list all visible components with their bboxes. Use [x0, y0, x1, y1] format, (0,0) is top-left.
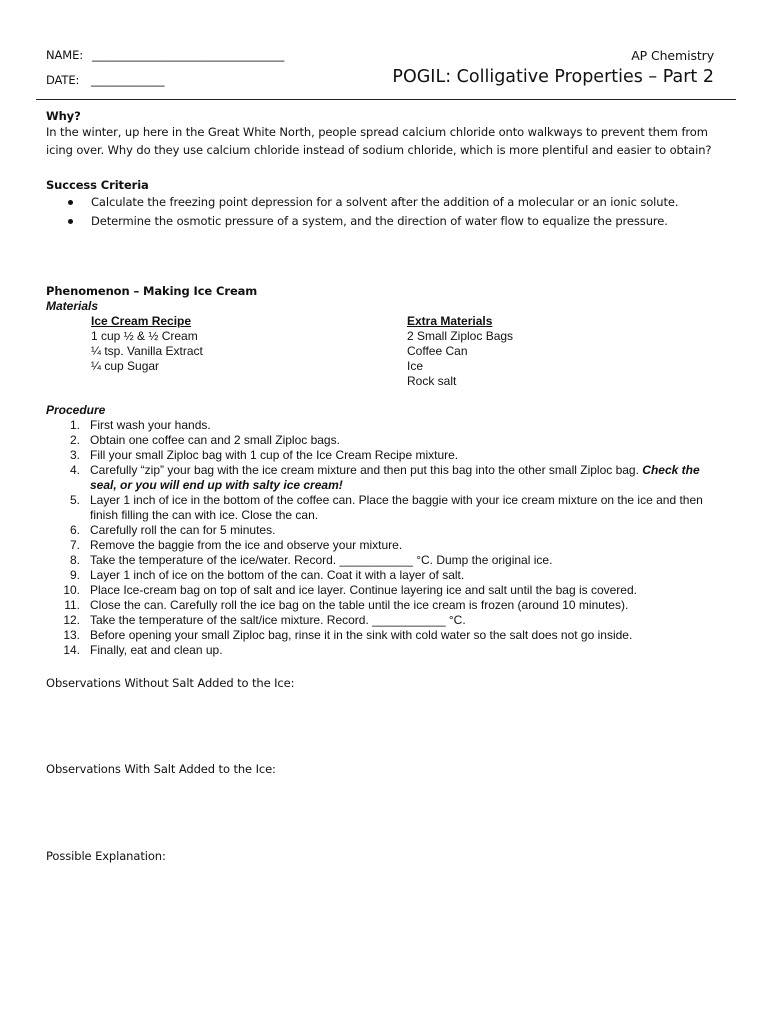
- procedure-step: 10. Place Ice-cream bag on top of salt and ice layer. Continue layering ice and salt until the bag is covered.: [63, 583, 637, 597]
- course-label: AP Chemistry: [631, 48, 714, 63]
- success-criterion: Determine the osmotic pressure of a system, and the direction of water flow to equalize the pressure.: [91, 214, 668, 228]
- phenomenon-heading: Phenomenon – Making Ice Cream: [46, 284, 258, 298]
- procedure-step: 5. Layer 1 inch of ice in the bottom of the coffee can. Place the baggie with your ice cream mixture on the ice and then finish filling the can with ice. Close the can.: [69, 493, 703, 522]
- date-blank: _____________: [91, 73, 165, 87]
- header-divider: [36, 99, 736, 100]
- procedure-step: 3. Fill your small Ziploc bag with 1 cup of the Ice Cream Recipe mixture.: [69, 448, 459, 462]
- observations-without-salt-label: Observations Without Salt Added to the Ice:: [46, 676, 295, 690]
- bullet-icon: [68, 219, 73, 224]
- possible-explanation-label: Possible Explanation:: [46, 849, 166, 863]
- procedure-step: 9. Layer 1 inch of ice on the bottom of the can. Coat it with a layer of salt.: [69, 568, 465, 582]
- page-title: POGIL: Colligative Properties – Part 2: [392, 67, 714, 87]
- name-blank: __________________________________: [92, 48, 285, 62]
- procedure-step: 7. Remove the baggie from the ice and observe your mixture.: [69, 538, 403, 552]
- recipe-item: ¼ tsp. Vanilla Extract: [91, 344, 203, 358]
- procedure-step: 2. Obtain one coffee can and 2 small Ziploc bags.: [69, 433, 340, 447]
- success-criteria-heading: Success Criteria: [46, 178, 149, 192]
- procedure-list: [46, 418, 726, 658]
- bullet-icon: [68, 200, 73, 205]
- extra-material-item: Ice: [407, 359, 424, 373]
- procedure-step: 4. Carefully “zip” your bag with the ice cream mixture and then put this bag into the other small Ziploc bag. Check the seal, or you will end up with salty ice cream!: [69, 463, 700, 492]
- extra-material-item: Coffee Can: [407, 344, 468, 358]
- procedure-step: 8. Take the temperature of the ice/water. Record. ___________ °C. Dump the original ice.: [69, 553, 553, 567]
- observations-with-salt-label: Observations With Salt Added to the Ice:: [46, 762, 276, 776]
- recipe-heading: Ice Cream Recipe: [91, 314, 192, 328]
- recipe-item: ¼ cup Sugar: [91, 359, 160, 373]
- why-text-line-1: In the winter, up here in the Great White North, people spread calcium chloride onto walkways to prevent them from: [46, 125, 708, 139]
- seal-warning: Check the seal, or you will end up with salty ice cream!: [90, 463, 700, 492]
- materials-heading: Materials: [46, 299, 99, 313]
- extra-materials-heading: Extra Materials: [407, 314, 493, 328]
- recipe-item: 1 cup ½ & ½ Cream: [91, 329, 198, 343]
- procedure-step: 12. Take the temperature of the salt/ice mixture. Record. ___________ °C.: [63, 613, 466, 627]
- procedure-step: 1. First wash your hands.: [69, 418, 211, 432]
- procedure-heading: Procedure: [46, 403, 106, 417]
- date-label: DATE:: [46, 73, 80, 87]
- procedure-step: 6. Carefully roll the can for 5 minutes.: [69, 523, 276, 537]
- extra-material-item: Rock salt: [407, 374, 457, 388]
- why-heading: Why?: [46, 109, 81, 123]
- success-criterion: Calculate the freezing point depression for a solvent after the addition of a molecular or an ionic solute.: [91, 195, 679, 209]
- extra-material-item: 2 Small Ziploc Bags: [407, 329, 514, 343]
- procedure-step: 13. Before opening your small Ziploc bag, rinse it in the sink with cold water so the salt does not go inside.: [63, 628, 633, 642]
- procedure-step: 14. Finally, eat and clean up.: [63, 643, 223, 657]
- procedure-step: 11. Close the can. Carefully roll the ice bag on the table until the ice cream is frozen (around 10 minutes).: [64, 598, 629, 612]
- why-text-line-2: icing over. Why do they use calcium chloride instead of sodium chloride, which is more plentiful and easier to obtain?: [46, 143, 712, 157]
- name-label: NAME:: [46, 48, 84, 62]
